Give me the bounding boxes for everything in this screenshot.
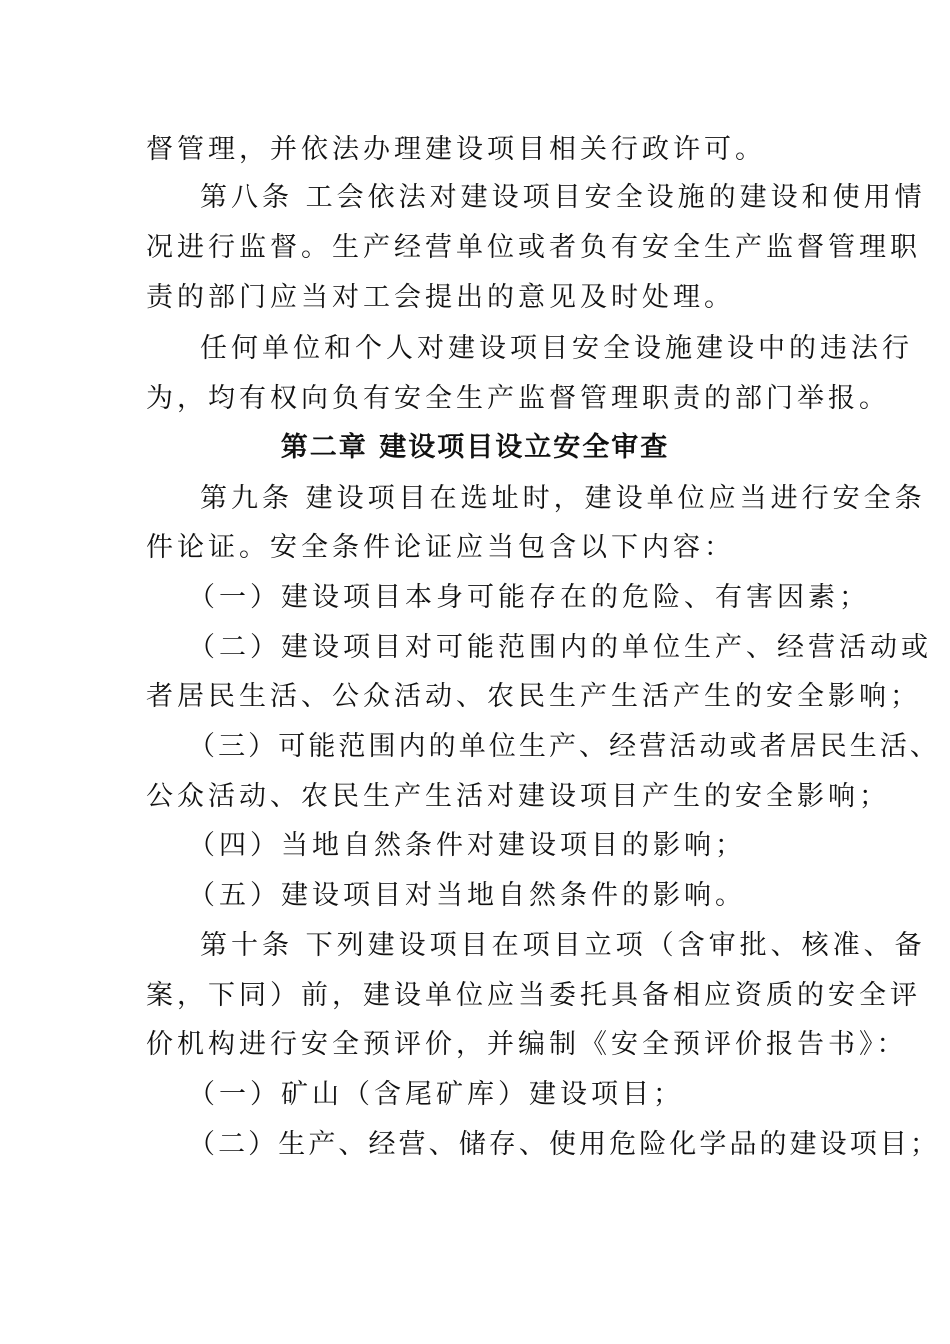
list-item: （二）生产、经营、储存、使用危险化学品的建设项目； <box>188 1129 940 1160</box>
paragraph-line: 督管理，并依法办理建设项目相关行政许可。 <box>146 134 766 165</box>
list-item: （四）当地自然条件对建设项目的影响； <box>188 830 746 861</box>
list-item: （一）建设项目本身可能存在的危险、有害因素； <box>188 582 870 613</box>
paragraph-line: 者居民生活、公众活动、农民生产生活产生的安全影响； <box>146 681 921 712</box>
paragraph-line: 责的部门应当对工会提出的意见及时处理。 <box>146 282 735 313</box>
list-item: （二）建设项目对可能范围内的单位生产、经营活动或 <box>188 632 932 663</box>
paragraph-line: 案，下同）前，建设单位应当委托具备相应资质的安全评 <box>146 980 921 1011</box>
paragraph-line: 况进行监督。生产经营单位或者负有安全生产监督管理职 <box>146 232 921 263</box>
paragraph-line: 公众活动、农民生产生活对建设项目产生的安全影响； <box>146 781 890 812</box>
article-9-line: 第九条 建设项目在选址时，建设单位应当进行安全条 <box>200 483 926 514</box>
list-item: （一）矿山（含尾矿库）建设项目； <box>188 1079 684 1110</box>
paragraph-line: 价机构进行安全预评价，并编制《安全预评价报告书》： <box>146 1029 908 1060</box>
article-8-line: 第八条 工会依法对建设项目安全设施的建设和使用情 <box>200 182 926 213</box>
list-item: （三）可能范围内的单位生产、经营活动或者居民生活、 <box>188 731 940 762</box>
chapter-heading: 第二章 建设项目设立安全审查 <box>280 432 670 463</box>
list-item: （五）建设项目对当地自然条件的影响。 <box>188 880 746 911</box>
paragraph-line: 件论证。安全条件论证应当包含以下内容： <box>146 532 735 563</box>
paragraph-line: 为，均有权向负有安全生产监督管理职责的部门举报。 <box>146 383 890 414</box>
article-10-line: 第十条 下列建设项目在项目立项（含审批、核准、备 <box>200 930 926 961</box>
paragraph-line: 任何单位和个人对建设项目安全设施建设中的违法行 <box>200 333 913 364</box>
